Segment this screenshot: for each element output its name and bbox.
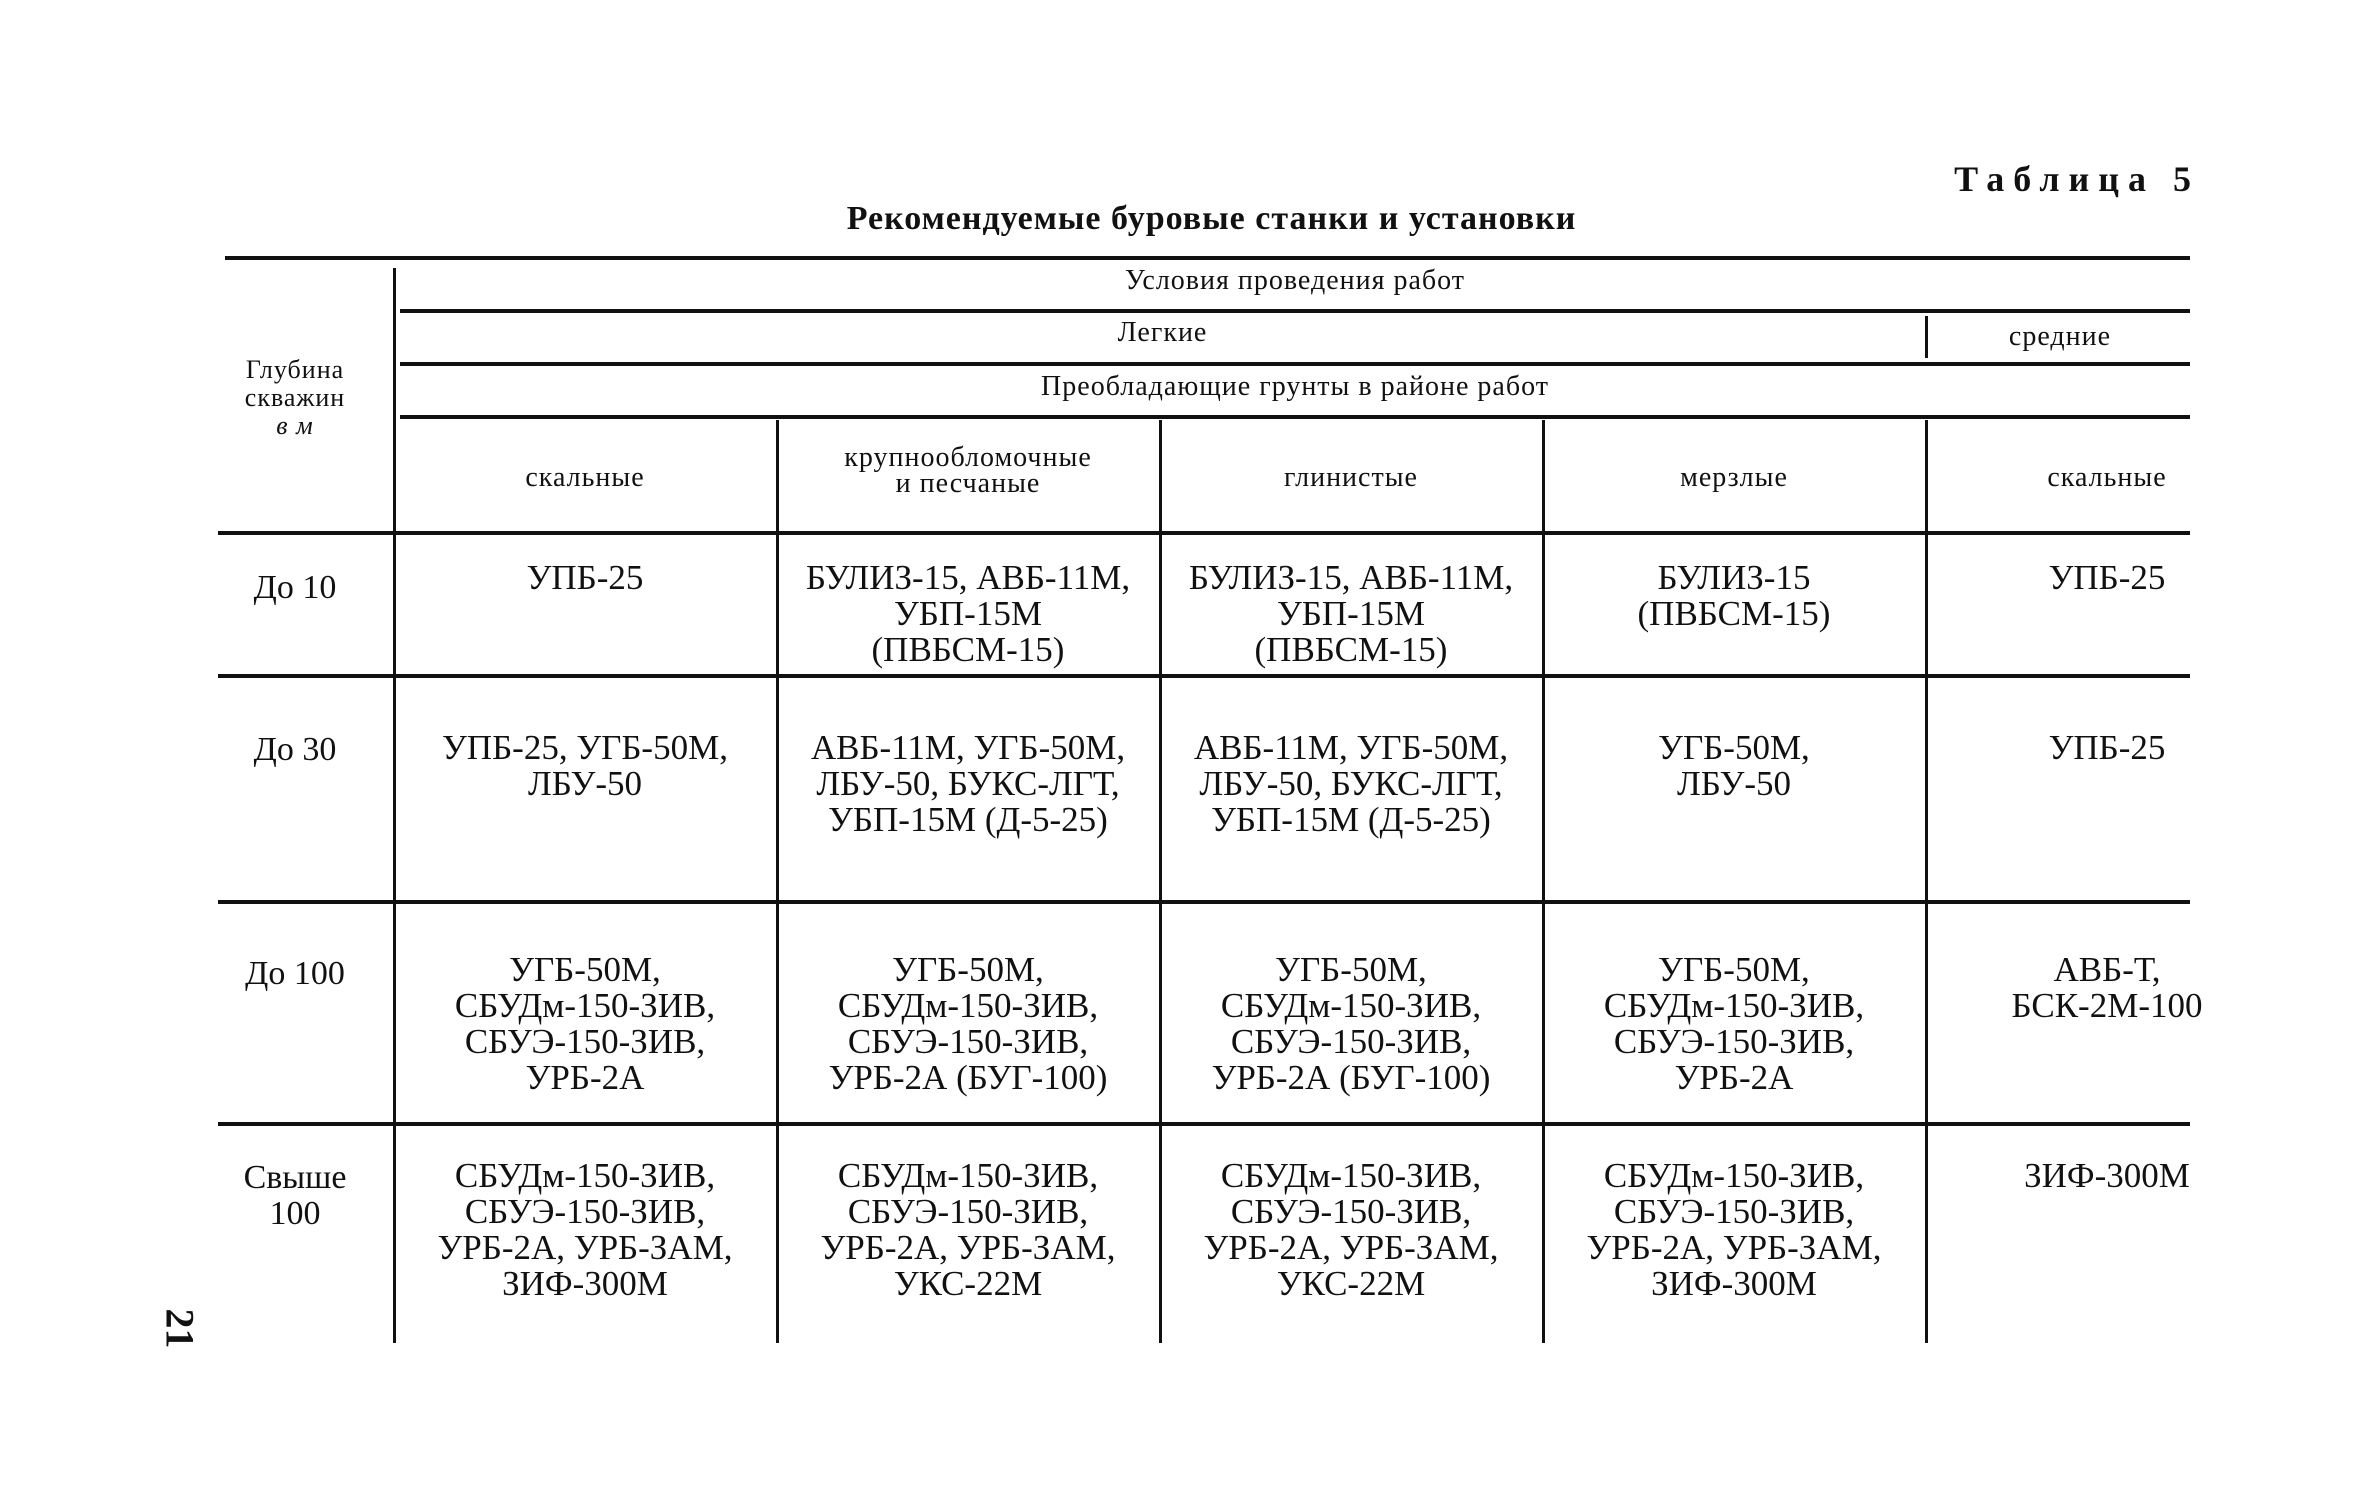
- column-header-coarse-sandy: [778, 443, 1158, 499]
- cell-line: УГБ-50М,: [1275, 950, 1427, 989]
- cell-line: УГБ-50М,: [1658, 950, 1810, 989]
- column-header-rocky-medium: [1927, 463, 2287, 493]
- cell-line: БУЛИЗ-15, АВБ-11М,: [1188, 558, 1514, 597]
- cell-line: СБУЭ-150-ЗИВ,: [464, 1192, 706, 1231]
- cell-line: СБУДм-150-ЗИВ,: [837, 986, 1099, 1025]
- cell-line: УБП-15М: [1277, 594, 1425, 633]
- table-cell: [1161, 560, 1541, 668]
- cell-line: УРБ-2А: [525, 1058, 645, 1097]
- header-medium: средние: [2008, 321, 2112, 352]
- cell-line: УРБ-2А, УРБ-ЗАМ,: [820, 1228, 1116, 1267]
- row-depth-line: До 10: [253, 569, 337, 606]
- cell-line: ЛБУ-50, БУКС-ЛГТ,: [1199, 764, 1503, 803]
- cell-line: СБУЭ-150-ЗИВ,: [1613, 1022, 1855, 1061]
- cell-line: УПБ-25, УГБ-50М,: [442, 728, 728, 767]
- column-header-rocky: [395, 463, 775, 493]
- cell-line: СБУЭ-150-ЗИВ,: [1230, 1022, 1472, 1061]
- header-depth-line: в м: [276, 411, 314, 440]
- table-cell: [1927, 560, 2287, 596]
- rule-row-1: [218, 674, 2190, 678]
- cell-line: СБУДм-150-ЗИВ,: [454, 1156, 716, 1195]
- column-header-line: крупнообломочные: [844, 442, 1092, 473]
- table-number: Таблица 5: [1954, 159, 2200, 199]
- rule-soils: [400, 415, 2190, 419]
- table-title: Рекомендуемые буровые станки и установки: [846, 200, 1577, 237]
- cell-line: СБУЭ-150-ЗИВ,: [464, 1022, 706, 1061]
- table-cell: [1161, 952, 1541, 1096]
- column-header-line: мерзлые: [1680, 462, 1788, 493]
- cell-line: СБУДм-150-ЗИВ,: [454, 986, 716, 1025]
- cell-line: СБУЭ-150-ЗИВ,: [847, 1022, 1089, 1061]
- column-header-line: скальные: [2047, 462, 2167, 493]
- cell-line: БУЛИЗ-15: [1657, 558, 1811, 597]
- cell-line: СБУЭ-150-ЗИВ,: [847, 1192, 1089, 1231]
- row-depth: [200, 956, 390, 992]
- row-depth-line: Свыше: [243, 1159, 347, 1196]
- vrule-medium: [1925, 316, 1928, 358]
- table-cell: [395, 730, 775, 802]
- page-number: 21: [157, 1308, 203, 1349]
- cell-line: СБУДм-150-ЗИВ,: [1220, 986, 1482, 1025]
- cell-line: АВБ-Т,: [2053, 950, 2161, 989]
- rule-row-3: [218, 1122, 2190, 1126]
- cell-line: СБУЭ-150-ЗИВ,: [1230, 1192, 1472, 1231]
- cell-line: (ПВБСМ-15): [1254, 630, 1448, 669]
- cell-line: (ПВБСМ-15): [871, 630, 1065, 669]
- cell-line: АВБ-11М, УГБ-50М,: [810, 728, 1126, 767]
- table-cell: [1927, 1158, 2287, 1194]
- rule-light-medium: [400, 362, 2190, 366]
- header-light: Легкие: [1117, 317, 1208, 348]
- row-depth-line: До 100: [245, 955, 345, 992]
- table-cell: [1544, 560, 1924, 632]
- table-cell: [778, 730, 1158, 838]
- table-cell: [395, 1158, 775, 1302]
- cell-line: ЛБУ-50, БУКС-ЛГТ,: [816, 764, 1120, 803]
- cell-line: ЛБУ-50: [527, 764, 643, 803]
- cell-line: УРБ-2А (БУГ-100): [828, 1058, 1108, 1097]
- table-cell: [395, 560, 775, 596]
- table-cell: [1161, 730, 1541, 838]
- cell-line: УБП-15М (Д-5-25): [1211, 800, 1491, 839]
- row-depth-line: До 30: [253, 731, 337, 768]
- rule-row-2: [218, 900, 2190, 904]
- rule-conditions: [400, 309, 2190, 313]
- column-header-frozen: [1544, 463, 1924, 493]
- rule-header-bottom: [218, 531, 2190, 535]
- cell-line: АВБ-11М, УГБ-50М,: [1193, 728, 1509, 767]
- table-cell: [1161, 1158, 1541, 1302]
- vrule-col-5: [1925, 420, 1928, 1343]
- cell-line: УРБ-2А, УРБ-ЗАМ,: [1203, 1228, 1499, 1267]
- cell-line: ЗИФ-300М: [502, 1264, 668, 1303]
- table-cell: [778, 952, 1158, 1096]
- cell-line: СБУДм-150-ЗИВ,: [1603, 986, 1865, 1025]
- cell-line: УКС-22М: [893, 1264, 1043, 1303]
- cell-line: УПБ-25: [2048, 728, 2166, 767]
- cell-line: ЗИФ-300М: [1651, 1264, 1817, 1303]
- cell-line: УГБ-50М,: [1658, 728, 1810, 767]
- row-depth: [200, 732, 390, 768]
- cell-line: УПБ-25: [526, 558, 644, 597]
- cell-line: УБП-15М: [894, 594, 1042, 633]
- cell-line: СБУДм-150-ЗИВ,: [1220, 1156, 1482, 1195]
- table-cell: [778, 560, 1158, 668]
- cell-line: УРБ-2А, УРБ-ЗАМ,: [1586, 1228, 1882, 1267]
- cell-line: ЗИФ-300М: [2024, 1156, 2190, 1195]
- cell-line: СБУЭ-150-ЗИВ,: [1613, 1192, 1855, 1231]
- rule-top: [225, 256, 2190, 260]
- table-cell: [1927, 952, 2287, 1024]
- cell-line: УРБ-2А (БУГ-100): [1211, 1058, 1491, 1097]
- cell-line: УПБ-25: [2048, 558, 2166, 597]
- table-cell: [778, 1158, 1158, 1302]
- column-header-line: скальные: [525, 462, 645, 493]
- table-cell: [1544, 730, 1924, 802]
- row-depth: [200, 1160, 390, 1232]
- row-depth: [200, 570, 390, 606]
- cell-line: УБП-15М (Д-5-25): [828, 800, 1108, 839]
- table-cell: [395, 952, 775, 1096]
- header-conditions: Условия проведения работ: [1124, 265, 1466, 296]
- table-cell: [1927, 730, 2287, 766]
- cell-line: (ПВБСМ-15): [1637, 594, 1831, 633]
- column-header-clay: [1161, 463, 1541, 493]
- cell-line: УКС-22М: [1276, 1264, 1426, 1303]
- cell-line: БУЛИЗ-15, АВБ-11М,: [805, 558, 1131, 597]
- header-depth-line: скважин: [244, 383, 346, 412]
- cell-line: ЛБУ-50: [1676, 764, 1792, 803]
- cell-line: СБУДм-150-ЗИВ,: [837, 1156, 1099, 1195]
- column-header-line: и песчаные: [895, 468, 1041, 499]
- row-depth-line: 100: [269, 1195, 321, 1232]
- cell-line: БСК-2М-100: [2011, 986, 2203, 1025]
- table-cell: [1544, 952, 1924, 1096]
- cell-line: УГБ-50М,: [509, 950, 661, 989]
- cell-line: УРБ-2А, УРБ-ЗАМ,: [437, 1228, 733, 1267]
- header-soils: Преобладающие грунты в районе работ: [1041, 371, 1549, 402]
- header-depth: [200, 356, 390, 440]
- table-cell: [1544, 1158, 1924, 1302]
- header-depth-line: Глубина: [245, 355, 345, 384]
- cell-line: УРБ-2А: [1674, 1058, 1794, 1097]
- cell-line: УГБ-50М,: [892, 950, 1044, 989]
- column-header-line: глинистые: [1284, 462, 1418, 493]
- cell-line: СБУДм-150-ЗИВ,: [1603, 1156, 1865, 1195]
